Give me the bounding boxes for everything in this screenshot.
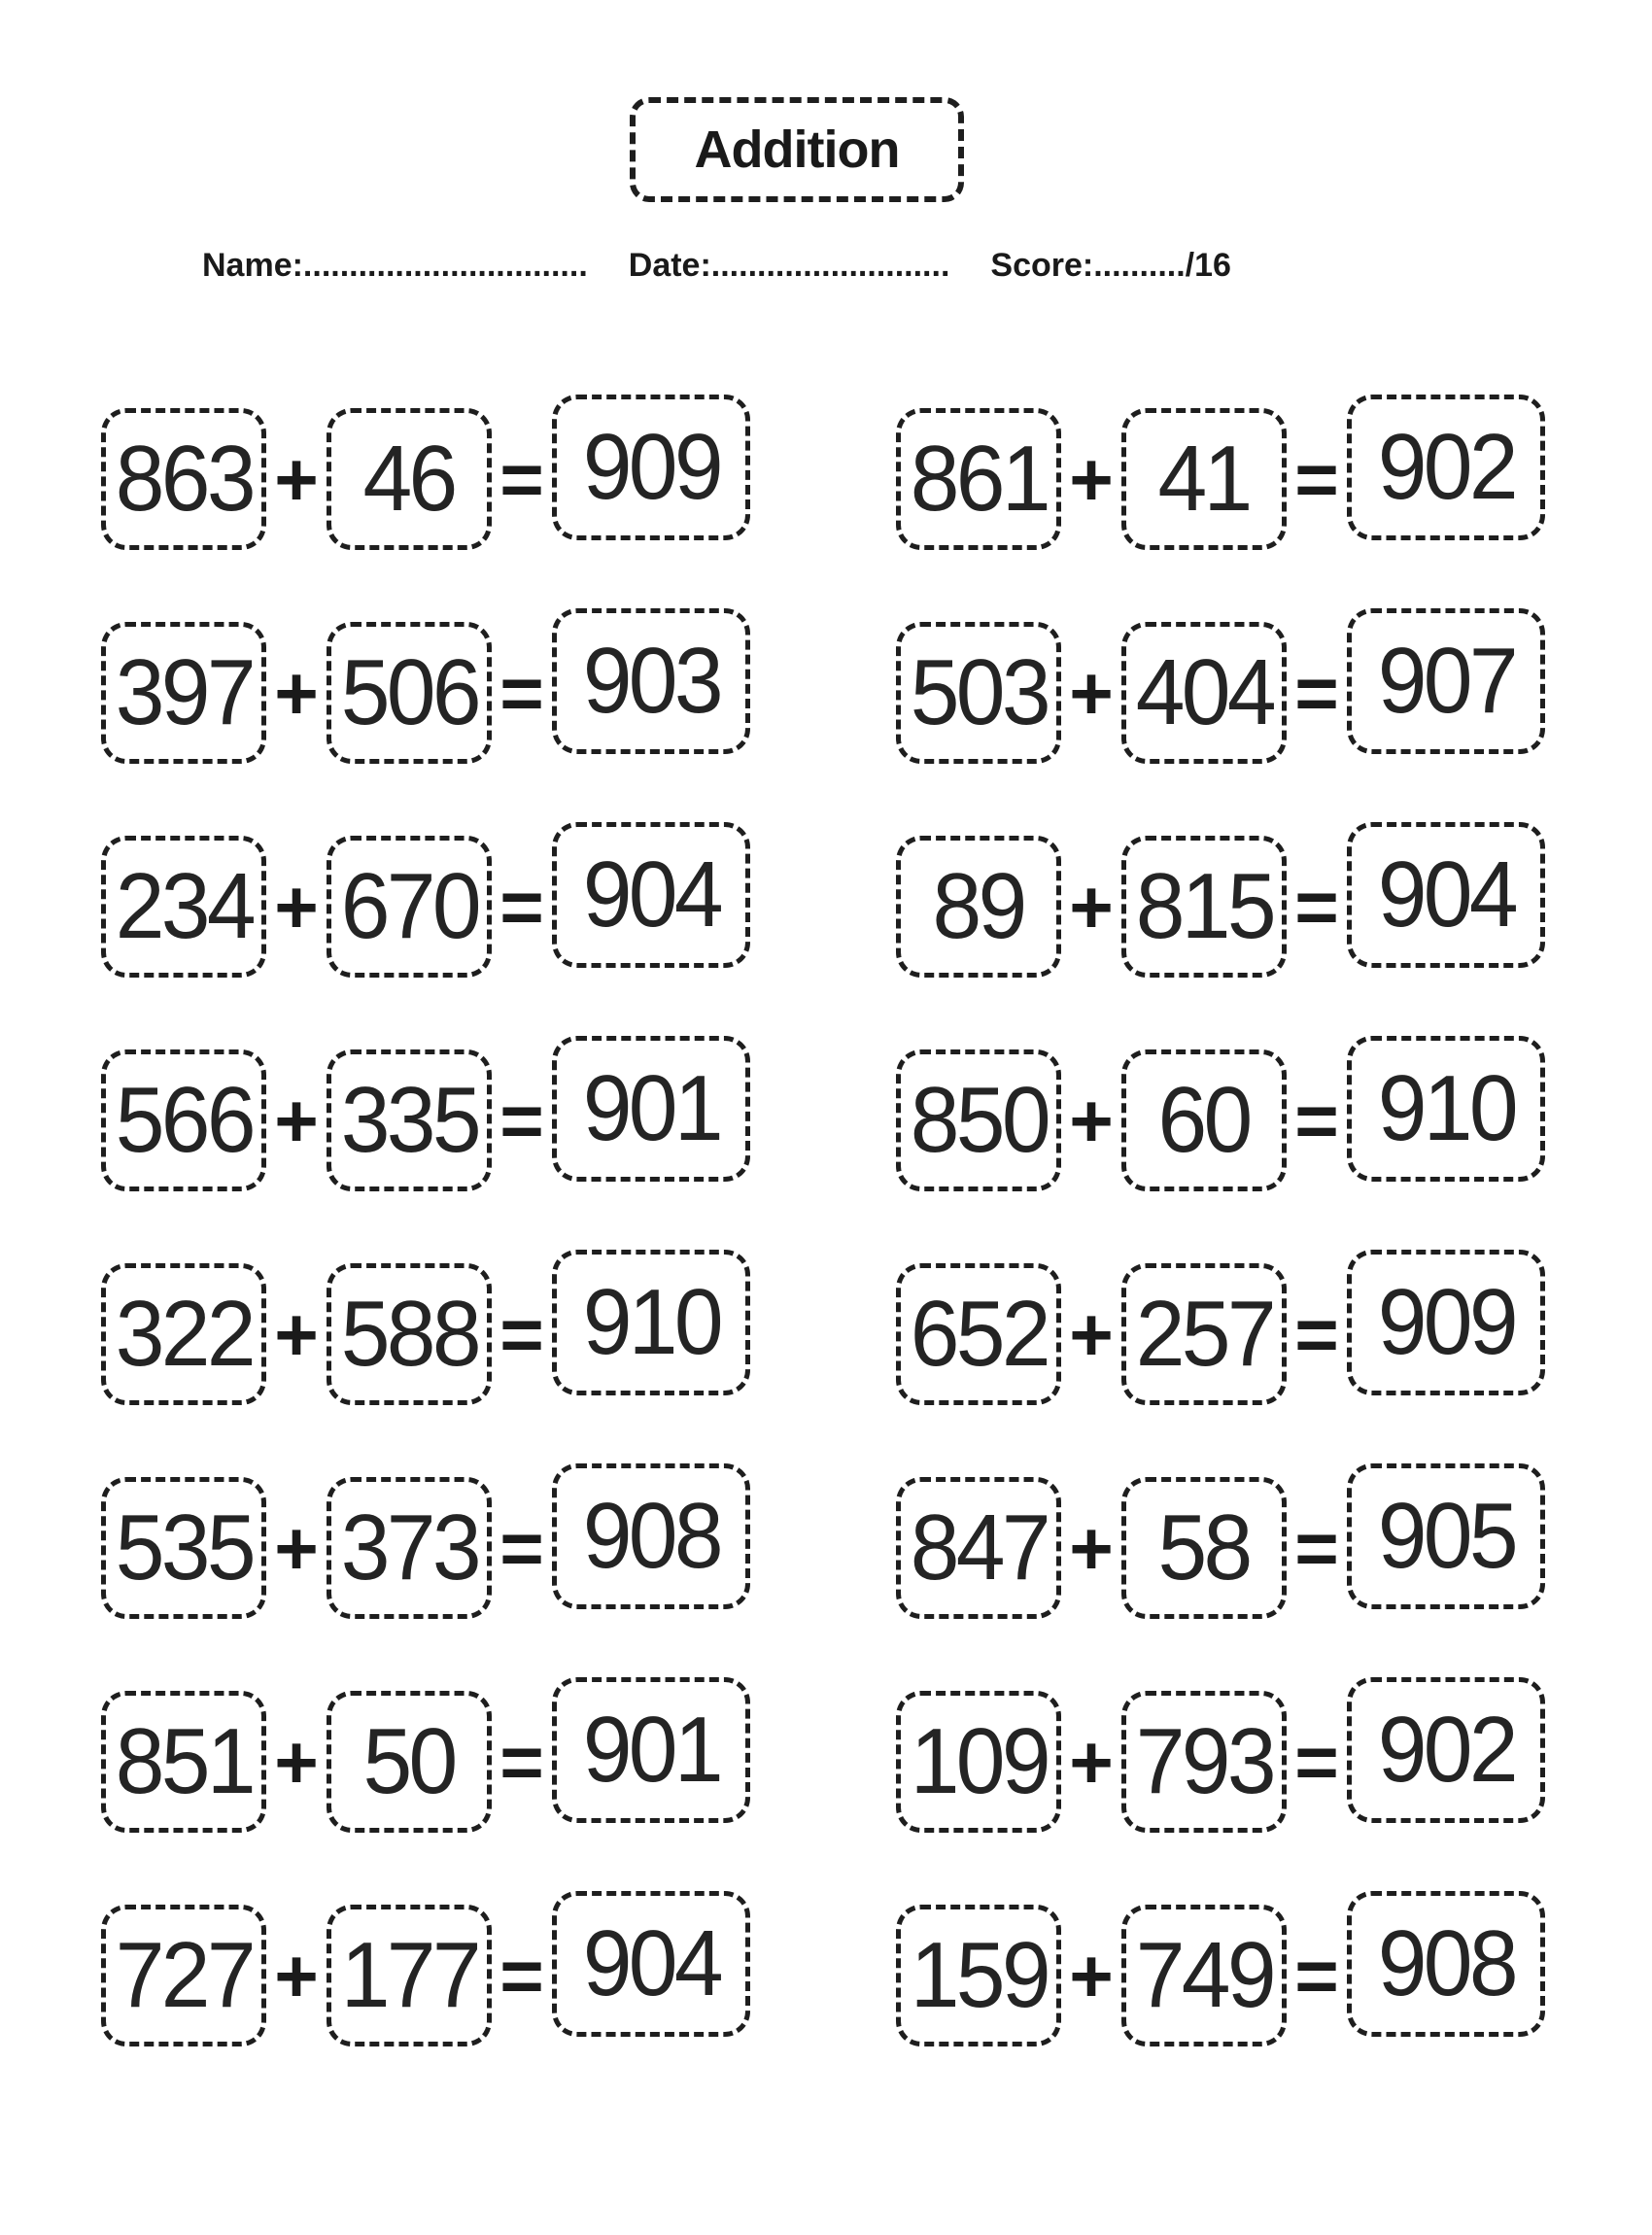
sum-box — [1347, 822, 1545, 968]
addend-box — [327, 1477, 492, 1619]
plus-sign: + — [1069, 436, 1114, 522]
sum-box — [1347, 608, 1545, 754]
equals-sign: = — [499, 1719, 544, 1805]
addend-value: 89 — [932, 854, 1025, 958]
problem-row — [896, 1903, 1545, 2048]
plus-sign: + — [274, 436, 319, 522]
problems-grid — [0, 406, 1652, 2048]
addend-box — [101, 1049, 266, 1191]
addend-box — [101, 1477, 266, 1619]
equals-sign: = — [499, 650, 544, 736]
equals-sign: = — [499, 1078, 544, 1163]
equals-sign: = — [499, 1291, 544, 1377]
addend-box — [101, 622, 266, 764]
plus-sign: + — [1069, 864, 1114, 949]
problem-row — [896, 406, 1545, 552]
sum-value: 910 — [582, 1270, 720, 1374]
addend-box — [1121, 1049, 1287, 1191]
addend-box — [896, 1049, 1061, 1191]
addend-box — [896, 408, 1061, 550]
addend-box — [896, 1905, 1061, 2046]
addend-value: 177 — [340, 1923, 478, 2027]
sum-value: 904 — [582, 1911, 720, 2015]
addend-value: 749 — [1135, 1923, 1273, 2027]
plus-sign: + — [274, 650, 319, 736]
equals-sign: = — [1294, 864, 1339, 949]
addend-value: 506 — [340, 640, 478, 744]
page-title: Addition — [694, 120, 900, 179]
addend-value: 815 — [1135, 854, 1273, 958]
plus-sign: + — [274, 1505, 319, 1591]
addend-value: 234 — [115, 854, 253, 958]
addend-box — [896, 1477, 1061, 1619]
addend-box — [327, 1263, 492, 1405]
equals-sign: = — [1294, 1078, 1339, 1163]
addend-box — [327, 836, 492, 978]
sum-box — [552, 1463, 750, 1609]
equals-sign: = — [1294, 1291, 1339, 1377]
plus-sign: + — [1069, 1933, 1114, 2018]
problem-row — [896, 620, 1545, 766]
sum-value: 903 — [582, 629, 720, 733]
worksheet-title-box — [630, 97, 964, 202]
problem-row — [896, 1261, 1545, 1407]
addend-box — [896, 622, 1061, 764]
addend-value: 863 — [115, 427, 253, 531]
equals-sign: = — [499, 1505, 544, 1591]
addend-box — [1121, 1477, 1287, 1619]
sum-value: 908 — [582, 1484, 720, 1588]
addend-value: 503 — [910, 640, 1048, 744]
plus-sign: + — [274, 1078, 319, 1163]
problem-row — [896, 1475, 1545, 1621]
sum-value: 902 — [1377, 415, 1515, 519]
addend-box — [101, 1905, 266, 2046]
addend-value: 397 — [115, 640, 253, 744]
sum-value: 902 — [1377, 1698, 1515, 1802]
sum-value: 909 — [1377, 1270, 1515, 1374]
addend-value: 727 — [115, 1923, 253, 2027]
sum-value: 907 — [1377, 629, 1515, 733]
addend-value: 404 — [1135, 640, 1273, 744]
equals-sign: = — [499, 1933, 544, 2018]
addend-value: 257 — [1135, 1282, 1273, 1386]
addend-box — [1121, 1905, 1287, 2046]
sum-box — [552, 395, 750, 540]
equals-sign: = — [499, 436, 544, 522]
addend-box — [327, 1049, 492, 1191]
problem-row — [101, 1261, 750, 1407]
sum-box — [1347, 1891, 1545, 2037]
problem-row — [101, 1048, 750, 1193]
addend-value: 793 — [1135, 1709, 1273, 1813]
sum-box — [1347, 1036, 1545, 1182]
sum-value: 904 — [582, 842, 720, 946]
problem-row — [896, 834, 1545, 980]
addend-value: 60 — [1157, 1068, 1251, 1172]
addend-box — [1121, 836, 1287, 978]
addend-value: 535 — [115, 1496, 253, 1599]
name-field-label: Name:............................... — [202, 247, 588, 284]
addend-box — [327, 408, 492, 550]
addend-value: 58 — [1157, 1496, 1251, 1599]
addend-value: 670 — [340, 854, 478, 958]
addend-value: 335 — [340, 1068, 478, 1172]
problem-row — [896, 1048, 1545, 1193]
sum-value: 905 — [1377, 1484, 1515, 1588]
sum-box — [1347, 395, 1545, 540]
plus-sign: + — [274, 1933, 319, 2018]
sum-value: 901 — [582, 1698, 720, 1802]
sum-box — [552, 1036, 750, 1182]
addend-box — [896, 836, 1061, 978]
plus-sign: + — [1069, 650, 1114, 736]
plus-sign: + — [1069, 1719, 1114, 1805]
equals-sign: = — [1294, 650, 1339, 736]
sum-value: 901 — [582, 1056, 720, 1160]
addend-box — [896, 1691, 1061, 1833]
addend-value: 851 — [115, 1709, 253, 1813]
addend-box — [327, 1905, 492, 2046]
addend-box — [1121, 408, 1287, 550]
addend-value: 588 — [340, 1282, 478, 1386]
problem-row — [896, 1689, 1545, 1835]
addend-value: 109 — [910, 1709, 1048, 1813]
date-field-label: Date:.......................... — [628, 247, 950, 284]
sum-value: 909 — [582, 415, 720, 519]
addend-value: 373 — [340, 1496, 478, 1599]
sum-value: 904 — [1377, 842, 1515, 946]
addend-box — [327, 622, 492, 764]
addend-value: 159 — [910, 1923, 1048, 2027]
worksheet-header — [202, 247, 1652, 285]
sum-box — [1347, 1250, 1545, 1395]
addend-value: 652 — [910, 1282, 1048, 1386]
problem-row — [101, 406, 750, 552]
plus-sign: + — [274, 1291, 319, 1377]
sum-value: 908 — [1377, 1911, 1515, 2015]
plus-sign: + — [1069, 1078, 1114, 1163]
problem-row — [101, 1689, 750, 1835]
addend-box — [101, 1263, 266, 1405]
addend-value: 50 — [362, 1709, 456, 1813]
addend-value: 861 — [910, 427, 1048, 531]
addend-box — [101, 1691, 266, 1833]
plus-sign: + — [1069, 1291, 1114, 1377]
equals-sign: = — [1294, 1505, 1339, 1591]
problem-row — [101, 620, 750, 766]
sum-box — [552, 1891, 750, 2037]
sum-box — [552, 1677, 750, 1823]
equals-sign: = — [1294, 1719, 1339, 1805]
sum-box — [552, 822, 750, 968]
addend-value: 46 — [362, 427, 456, 531]
sum-box — [1347, 1463, 1545, 1609]
problem-row — [101, 1475, 750, 1621]
plus-sign: + — [274, 1719, 319, 1805]
addend-box — [101, 836, 266, 978]
equals-sign: = — [499, 864, 544, 949]
addend-value: 566 — [115, 1068, 253, 1172]
sum-box — [552, 608, 750, 754]
sum-value: 910 — [1377, 1056, 1515, 1160]
plus-sign: + — [1069, 1505, 1114, 1591]
addend-box — [1121, 1691, 1287, 1833]
plus-sign: + — [274, 864, 319, 949]
problem-row — [101, 834, 750, 980]
addend-value: 847 — [910, 1496, 1048, 1599]
addend-box — [327, 1691, 492, 1833]
score-field-label: Score:........../16 — [990, 247, 1231, 284]
problem-row — [101, 1903, 750, 2048]
addend-value: 850 — [910, 1068, 1048, 1172]
addend-value: 41 — [1157, 427, 1251, 531]
addend-box — [1121, 622, 1287, 764]
addend-value: 322 — [115, 1282, 253, 1386]
addend-box — [1121, 1263, 1287, 1405]
equals-sign: = — [1294, 1933, 1339, 2018]
sum-box — [552, 1250, 750, 1395]
sum-box — [1347, 1677, 1545, 1823]
equals-sign: = — [1294, 436, 1339, 522]
addend-box — [101, 408, 266, 550]
addend-box — [896, 1263, 1061, 1405]
